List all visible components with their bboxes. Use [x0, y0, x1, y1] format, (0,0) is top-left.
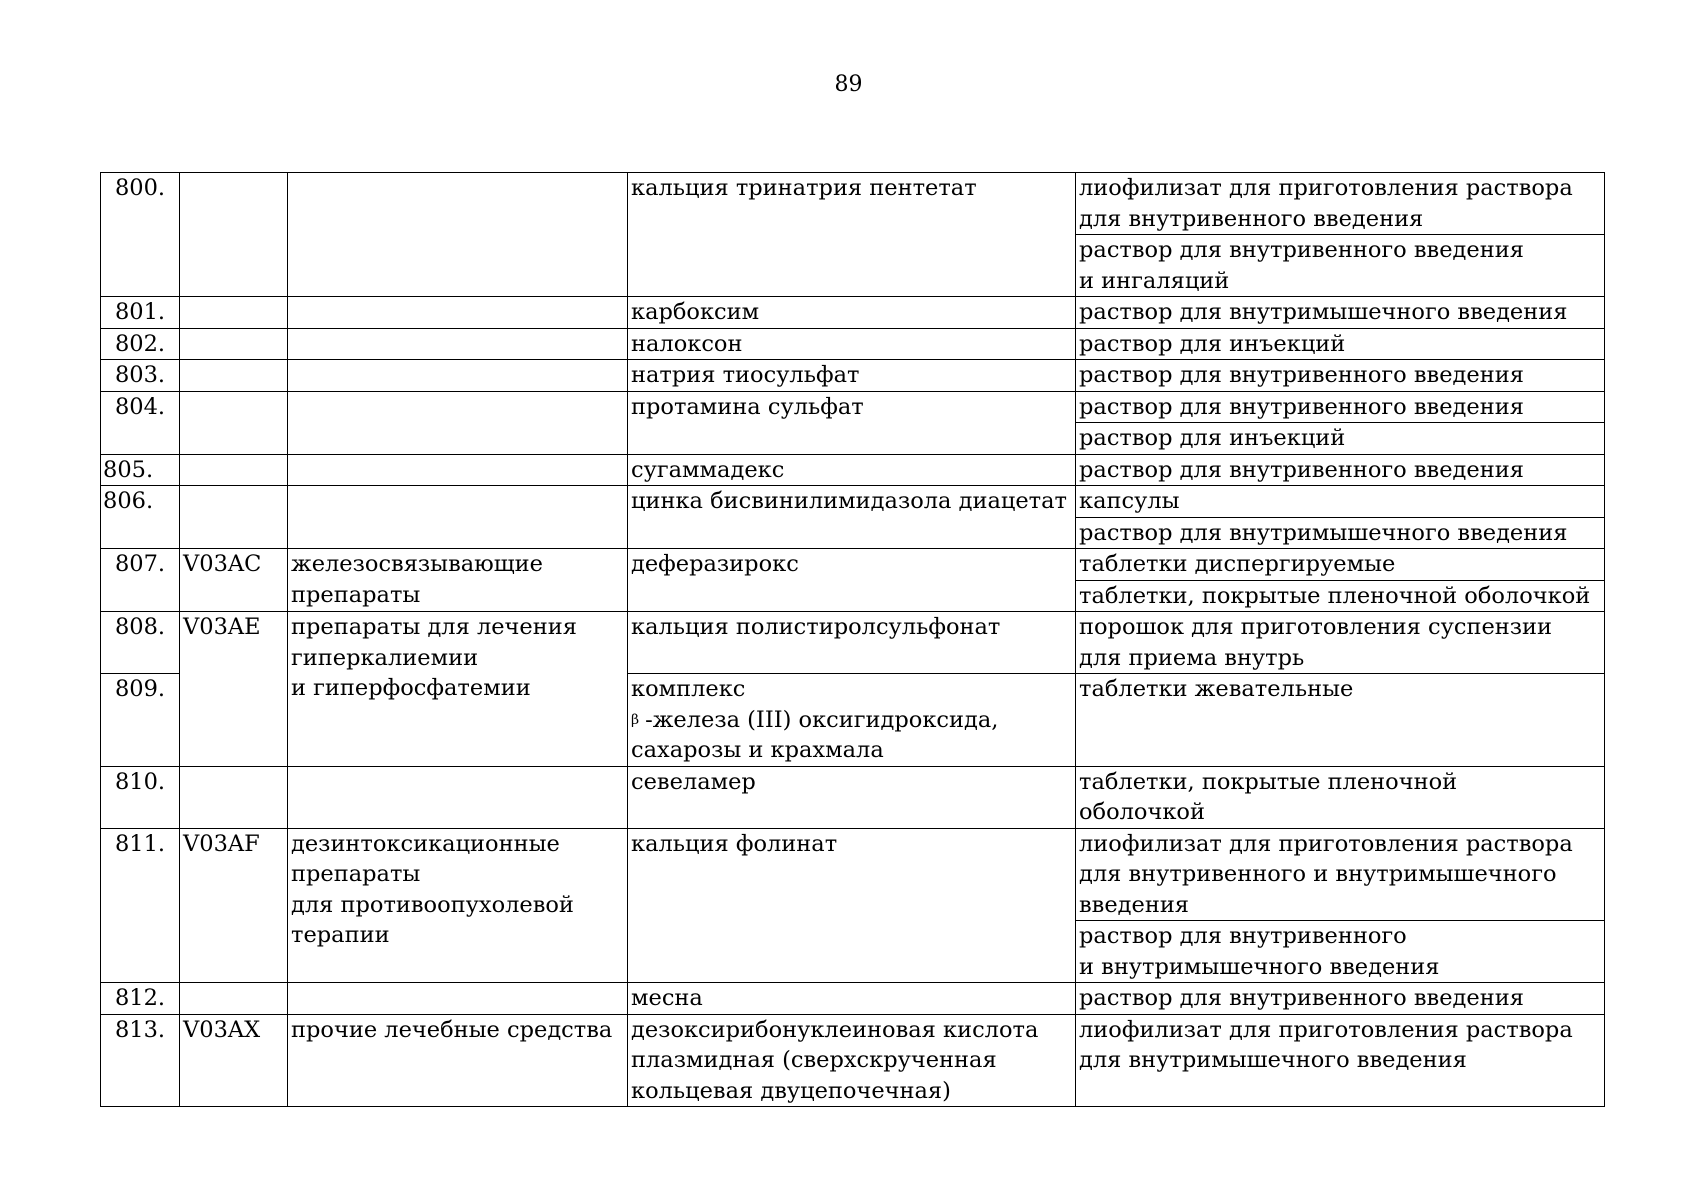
atc-code-cell	[180, 360, 288, 392]
drug-name-cell: налоксон	[628, 328, 1076, 360]
drug-group-cell	[288, 173, 628, 297]
dosage-form-cell: таблетки, покрытые пленочной оболочкой	[1076, 580, 1605, 612]
dosage-form-cell: раствор для инъекций	[1076, 423, 1605, 455]
atc-code-cell	[180, 486, 288, 549]
table-row	[101, 1014, 1605, 1107]
dosage-form-cell: лиофилизат для приготовления раствора для внутривенного и внутримышечного введения	[1076, 828, 1605, 921]
drug-name-cell: месна	[628, 983, 1076, 1015]
drug-name-cell: протамина сульфат	[628, 391, 1076, 454]
beta-symbol: β	[631, 711, 640, 728]
drug-name-rest: -железа (III) оксигидроксида, сахарозы и крахмала	[631, 706, 999, 763]
drug-group-cell	[288, 391, 628, 454]
drug-group-cell	[288, 328, 628, 360]
drug-name-line: комплекс	[631, 676, 746, 702]
drug-name-cell	[628, 674, 1076, 767]
atc-code-cell: V03AX	[180, 1014, 288, 1107]
dosage-form-cell: раствор для внутримышечного введения	[1076, 297, 1605, 329]
dosage-form-cell: раствор для инъекций	[1076, 328, 1605, 360]
table-row	[101, 391, 1605, 423]
row-number: 800.	[101, 173, 180, 297]
row-number: 813.	[101, 1014, 180, 1107]
row-number: 810.	[101, 766, 180, 828]
table-row	[101, 360, 1605, 392]
drug-group-cell: прочие лечебные средства	[288, 1014, 628, 1107]
row-number: 804.	[101, 391, 180, 454]
table-row	[101, 549, 1605, 581]
table-row	[101, 328, 1605, 360]
drug-group-cell	[288, 360, 628, 392]
drug-name-cell: кальция полистиролсульфонат	[628, 612, 1076, 674]
medication-table	[100, 172, 1605, 1107]
dosage-form-cell: раствор для внутривенного введения	[1076, 360, 1605, 392]
table-row	[101, 454, 1605, 486]
page-number: 89	[834, 72, 863, 97]
drug-group-cell	[288, 297, 628, 329]
drug-group-cell	[288, 766, 628, 828]
atc-code-cell: V03AC	[180, 549, 288, 612]
drug-name-cell: севеламер	[628, 766, 1076, 828]
dosage-form-cell: раствор для внутривенного и внутримышечного введения	[1076, 921, 1605, 983]
atc-code-cell	[180, 766, 288, 828]
table-row	[101, 612, 1605, 674]
dosage-form-cell: порошок для приготовления суспензии для приема внутрь	[1076, 612, 1605, 674]
drug-group-cell	[288, 983, 628, 1015]
row-number: 807.	[101, 549, 180, 612]
row-number: 806.	[101, 486, 180, 549]
row-number: 812.	[101, 983, 180, 1015]
drug-name-cell: натрия тиосульфат	[628, 360, 1076, 392]
row-number: 811.	[101, 828, 180, 983]
dosage-form-cell: раствор для внутривенного введения	[1076, 454, 1605, 486]
drug-name-cell: кальция фолинат	[628, 828, 1076, 983]
drug-group-cell: препараты для лечения гиперкалиемии и гиперфосфатемии	[288, 612, 628, 767]
dosage-form-cell: раствор для внутривенного введения	[1076, 391, 1605, 423]
dosage-form-cell: лиофилизат для приготовления раствора для внутримышечного введения	[1076, 1014, 1605, 1107]
atc-code-cell	[180, 328, 288, 360]
row-number: 805.	[101, 454, 180, 486]
row-number: 801.	[101, 297, 180, 329]
dosage-form-cell: раствор для внутривенного введения	[1076, 983, 1605, 1015]
drug-name-cell: деферазирокс	[628, 549, 1076, 612]
atc-code-cell	[180, 983, 288, 1015]
dosage-form-cell: таблетки диспергируемые	[1076, 549, 1605, 581]
drug-group-cell: железосвязывающие препараты	[288, 549, 628, 612]
drug-group-cell: дезинтоксикационные препараты для противоопухолевой терапии	[288, 828, 628, 983]
row-number: 808.	[101, 612, 180, 674]
dosage-form-cell: таблетки жевательные	[1076, 674, 1605, 767]
atc-code-cell	[180, 454, 288, 486]
dosage-form-cell: раствор для внутримышечного введения	[1076, 517, 1605, 549]
drug-name-cell: дезоксирибонуклеиновая кислота плазмидная (сверхскрученная кольцевая двуцепочечная)	[628, 1014, 1076, 1107]
atc-code-cell	[180, 297, 288, 329]
drug-name-cell: карбоксим	[628, 297, 1076, 329]
atc-code-cell: V03AE	[180, 612, 288, 767]
table-row	[101, 983, 1605, 1015]
drug-group-cell	[288, 454, 628, 486]
drug-name-cell: сугаммадекс	[628, 454, 1076, 486]
dosage-form-cell: таблетки, покрытые пленочной оболочкой	[1076, 766, 1605, 828]
drug-name-cell: цинка бисвинилимидазола диацетат	[628, 486, 1076, 549]
row-number: 809.	[101, 674, 180, 767]
dosage-form-cell: лиофилизат для приготовления раствора для внутривенного введения	[1076, 173, 1605, 235]
atc-code-cell	[180, 173, 288, 297]
dosage-form-cell: раствор для внутривенного введения и ингаляций	[1076, 235, 1605, 297]
table-row	[101, 173, 1605, 235]
atc-code-cell: V03AF	[180, 828, 288, 983]
table-row	[101, 828, 1605, 921]
dosage-form-cell: капсулы	[1076, 486, 1605, 518]
table-row	[101, 486, 1605, 518]
drug-name-cell: кальция тринатрия пентетат	[628, 173, 1076, 297]
table-row	[101, 766, 1605, 828]
table-row	[101, 297, 1605, 329]
drug-group-cell	[288, 486, 628, 549]
row-number: 803.	[101, 360, 180, 392]
atc-code-cell	[180, 391, 288, 454]
row-number: 802.	[101, 328, 180, 360]
